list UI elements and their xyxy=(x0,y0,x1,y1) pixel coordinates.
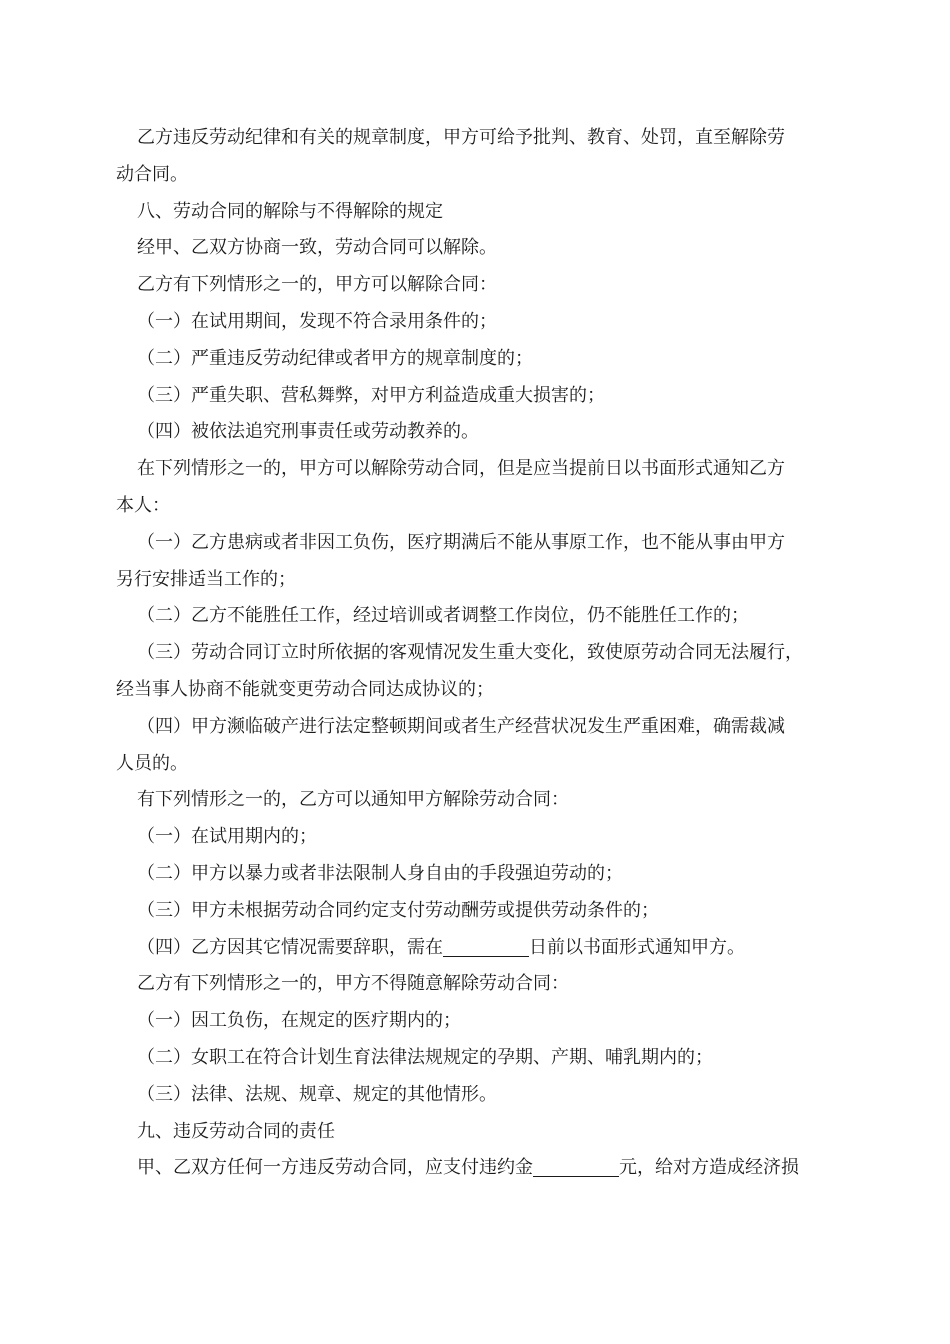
section-heading: 八、劳动合同的解除与不得解除的规定 xyxy=(137,200,443,222)
list-item-continuation: 人员的。 xyxy=(116,752,188,774)
list-item: （二）女职工在符合计划生育法律法规规定的孕期、产期、哺乳期内的； xyxy=(137,1046,713,1068)
list-item: （一）乙方患病或者非因工负伤，医疗期满后不能从事原工作，也不能从事由甲方 xyxy=(137,531,785,553)
paragraph-line: 动合同。 xyxy=(116,163,188,185)
list-item: （二）乙方不能胜任工作，经过培训或者调整工作岗位，仍不能胜任工作的； xyxy=(137,605,749,627)
list-item: （一）在试用期间，发现不符合录用条件的； xyxy=(137,310,497,332)
section-heading: 九、违反劳动合同的责任 xyxy=(137,1120,335,1142)
list-item: （一）在试用期内的； xyxy=(137,826,317,848)
list-item: （三）法律、法规、规章、规定的其他情形。 xyxy=(137,1083,497,1105)
list-item: （三）劳动合同订立时所依据的客观情况发生重大变化，致使原劳动合同无法履行， xyxy=(137,642,803,664)
paragraph-line xyxy=(116,1150,836,1187)
list-item: （四）甲方濒临破产进行法定整顿期间或者生产经营状况发生严重困难，确需裁减 xyxy=(137,715,785,737)
text-after-blank: 日前以书面形式通知甲方。 xyxy=(529,936,745,958)
paragraph-line: 乙方有下列情形之一的，甲方可以解除合同： xyxy=(137,274,497,296)
list-item xyxy=(116,930,836,967)
paragraph-line: 在下列情形之一的，甲方可以解除劳动合同，但是应当提前日以书面形式通知乙方 xyxy=(137,458,785,480)
list-item: （一）因工负伤，在规定的医疗期内的； xyxy=(137,1010,461,1032)
text-after-blank: 元，给对方造成经济损 xyxy=(619,1157,799,1179)
text-before-blank: 甲、乙双方任何一方违反劳动合同，应支付违约金 xyxy=(137,1157,533,1179)
list-item-continuation: 另行安排适当工作的； xyxy=(116,568,296,590)
paragraph-line: 本人： xyxy=(116,494,170,516)
list-item: （二）严重违反劳动纪律或者甲方的规章制度的； xyxy=(137,347,533,369)
fill-in-blank[interactable] xyxy=(533,1154,619,1177)
paragraph-line: 乙方有下列情形之一的，甲方不得随意解除劳动合同： xyxy=(137,973,569,995)
fill-in-blank[interactable] xyxy=(443,934,529,957)
paragraph-line: 有下列情形之一的，乙方可以通知甲方解除劳动合同： xyxy=(137,789,569,811)
list-item: （三）甲方未根据劳动合同约定支付劳动酬劳或提供劳动条件的； xyxy=(137,899,659,921)
list-item: （四）被依法追究刑事责任或劳动教养的。 xyxy=(137,421,479,443)
paragraph-line: 经甲、乙双方协商一致，劳动合同可以解除。 xyxy=(137,237,497,259)
list-item-continuation: 经当事人协商不能就变更劳动合同达成协议的； xyxy=(116,678,494,700)
text-before-blank: （四）乙方因其它情况需要辞职，需在 xyxy=(137,936,443,958)
list-item: （二）甲方以暴力或者非法限制人身自由的手段强迫劳动的； xyxy=(137,862,623,884)
document-body xyxy=(116,120,836,1187)
list-item: （三）严重失职、营私舞弊，对甲方利益造成重大损害的； xyxy=(137,384,605,406)
paragraph-line: 乙方违反劳动纪律和有关的规章制度，甲方可给予批判、教育、处罚，直至解除劳 xyxy=(137,127,785,148)
